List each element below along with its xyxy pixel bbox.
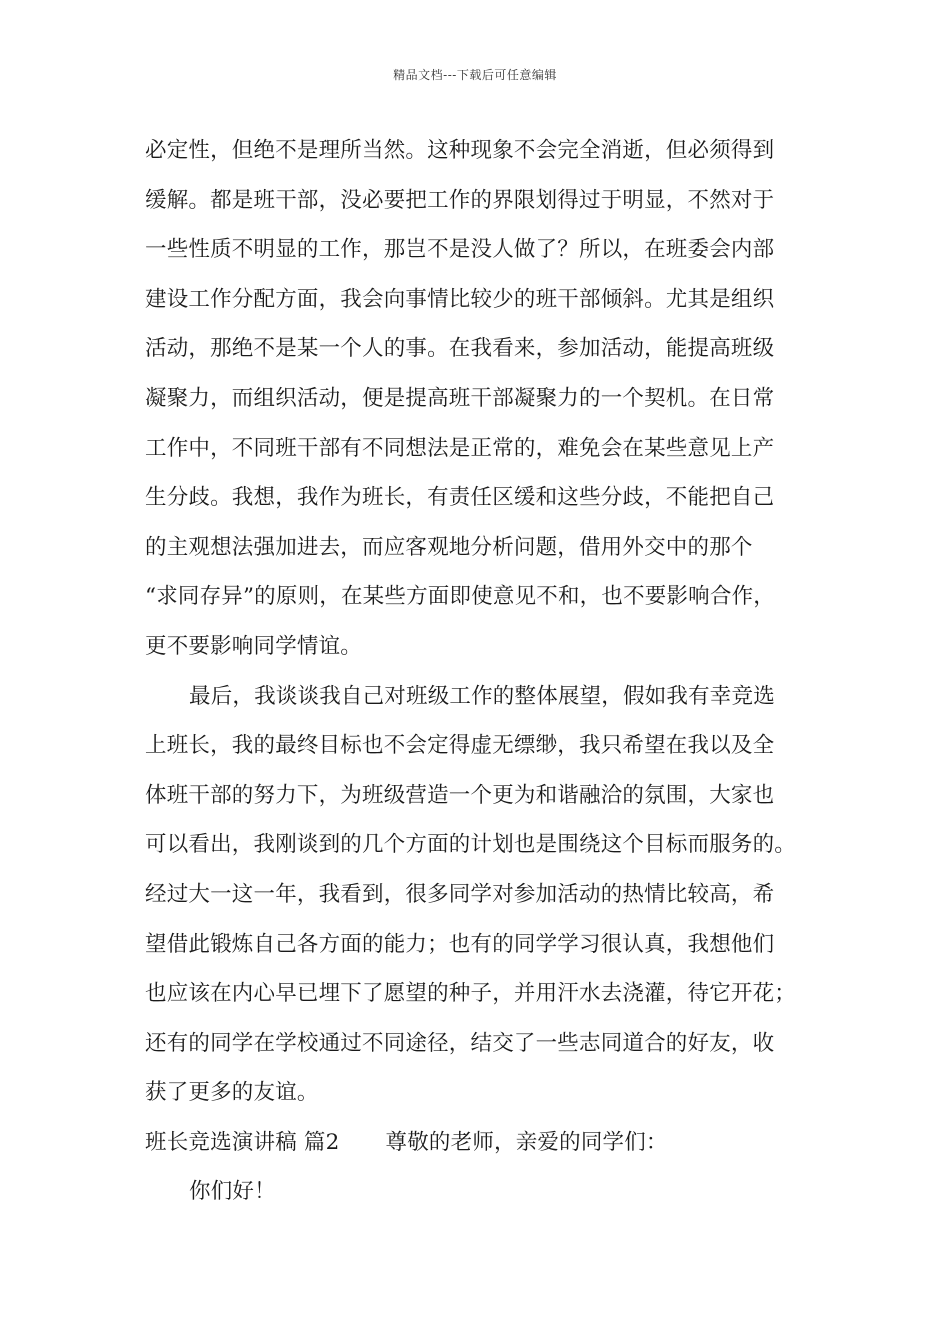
- paragraph-line: 更不要影响同学情谊。: [145, 633, 363, 659]
- paragraph-line: 也应该在内心早已埋下了愿望的种子，并用汗水去浇灌，待它开花；: [145, 981, 797, 1007]
- paragraph-line: 最后，我谈谈我自己对班级工作的整体展望，假如我有幸竞选: [189, 683, 775, 709]
- paragraph-line: 的主观想法强加进去，而应客观地分析问题，借用外交中的那个: [145, 534, 753, 560]
- paragraph-line: 还有的同学在学校通过不同途径，结交了一些志同道合的好友，收: [145, 1030, 775, 1056]
- greeting: 你们好！: [189, 1179, 276, 1205]
- paragraph-2: [145, 679, 817, 1125]
- paragraph-line: 可以看出，我刚谈到的几个方面的计划也是围绕这个目标而服务的。: [145, 832, 797, 858]
- paragraph-line: 凝聚力，而组织活动，便是提高班干部凝聚力的一个契机。在日常: [145, 385, 775, 411]
- paragraph-line: 建设工作分配方面，我会向事情比较少的班干部倾斜。尤其是组织: [145, 286, 775, 312]
- paragraph-line: 一些性质不明显的工作，那岂不是没人做了？所以，在班委会内部: [145, 237, 775, 263]
- paragraph-line: 必定性，但绝不是理所当然。这种现象不会完全消逝，但必须得到: [145, 138, 775, 163]
- paragraph-line: 上班长，我的最终目标也不会定得虚无缥缈，我只希望在我以及全: [145, 733, 775, 759]
- page-header: 精品文档---下载后可任意编辑: [393, 68, 557, 82]
- paragraph-line: 望借此锻炼自己各方面的能力；也有的同学学习很认真，我想他们: [145, 931, 775, 957]
- paragraph-line: 体班干部的努力下，为班级营造一个更为和谐融洽的氛围，大家也: [145, 782, 775, 808]
- section-title: 班长竞选演讲稿 篇2: [145, 1129, 340, 1155]
- salutation: 尊敬的老师，亲爱的同学们：: [385, 1129, 668, 1155]
- paragraph-line: 活动，那绝不是某一个人的事。在我看来，参加活动，能提高班级: [145, 336, 775, 362]
- paragraph-line: 工作中，不同班干部有不同想法是正常的，难免会在某些意见上产: [145, 435, 775, 461]
- paragraph-line: 经过大一这一年，我看到，很多同学对参加活动的热情比较高，希: [145, 881, 775, 907]
- document-body: [145, 133, 817, 1224]
- paragraph-line: 缓解。都是班干部，没必要把工作的界限划得过于明显，不然对于: [145, 187, 775, 213]
- paragraph-1: [145, 133, 817, 679]
- paragraph-line: 生分歧。我想，我作为班长，有责任区缓和这些分歧，不能把自己: [145, 485, 775, 511]
- paragraph-line: “求同存异”的原则，在某些方面即使意见不和，也不要影响合作，: [145, 584, 775, 610]
- paragraph-line: 获了更多的友谊。: [145, 1080, 319, 1106]
- section-2-heading: [145, 1125, 817, 1175]
